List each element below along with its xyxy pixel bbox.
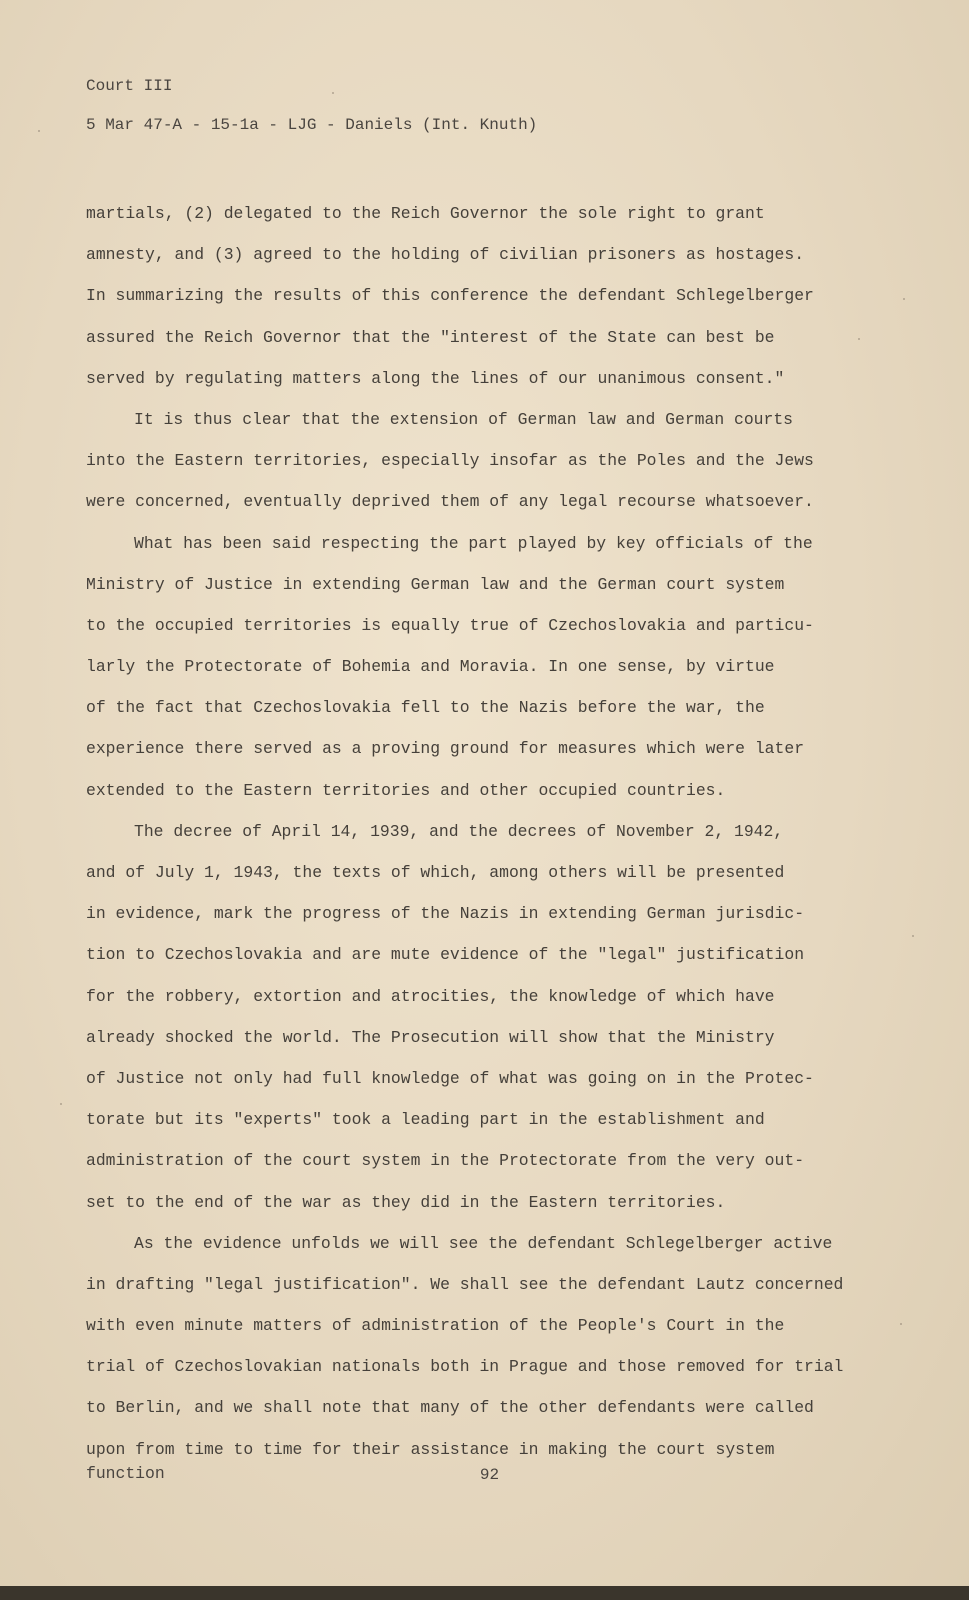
page-number: 92 bbox=[479, 1466, 500, 1484]
body-line: amnesty, and (3) agreed to the holding of civilian prisoners as hostages. bbox=[86, 245, 805, 265]
paper-speck bbox=[903, 298, 905, 300]
paper-speck bbox=[38, 130, 40, 132]
last-line: function bbox=[86, 1464, 165, 1483]
document-header bbox=[86, 76, 537, 135]
body-line: of the fact that Czechoslovakia fell to the Nazis before the war, the bbox=[86, 698, 765, 718]
body-line: extended to the Eastern territories and other occupied countries. bbox=[86, 780, 726, 800]
body-line: into the Eastern territories, especially insofar as the Poles and the Jews bbox=[86, 451, 814, 471]
paper-speck bbox=[60, 1103, 62, 1105]
body-line: to the occupied territories is equally true of Czechoslovakia and particu- bbox=[86, 615, 814, 635]
body-line: What has been said respecting the part played by key officials of the bbox=[134, 533, 813, 553]
body-line: tion to Czechoslovakia and are mute evidence of the "legal" justification bbox=[86, 945, 805, 965]
body-line: of Justice not only had full knowledge of what was going on in the Protec- bbox=[86, 1068, 814, 1088]
paper-speck bbox=[912, 935, 914, 937]
body-line: upon from time to time for their assistance in making the court system bbox=[86, 1439, 775, 1459]
body-line: administration of the court system in the Protectorate from the very out- bbox=[86, 1151, 805, 1171]
body-line: set to the end of the war as they did in the Eastern territories. bbox=[86, 1192, 726, 1212]
body-line: martials, (2) delegated to the Reich Governor the sole right to grant bbox=[86, 204, 765, 223]
body-line: It is thus clear that the extension of German law and German courts bbox=[134, 409, 794, 429]
body-line: were concerned, eventually deprived them of any legal recourse whatsoever. bbox=[86, 492, 814, 512]
body-line: Ministry of Justice in extending German law and the German court system bbox=[86, 574, 785, 594]
court-label: Court III bbox=[86, 77, 173, 95]
body-line: In summarizing the results of this conference the defendant Schlegelberger bbox=[86, 286, 814, 306]
body-line: As the evidence unfolds we will see the defendant Schlegelberger active bbox=[134, 1233, 833, 1253]
body-line: in drafting "legal justification". We shall see the defendant Lautz concerned bbox=[86, 1274, 844, 1294]
body-text bbox=[86, 201, 886, 1478]
body-line: with even minute matters of administration of the People's Court in the bbox=[86, 1316, 785, 1336]
body-line: torate but its "experts" took a leading part in the establishment and bbox=[86, 1110, 765, 1130]
body-line: for the robbery, extortion and atrocities, the knowledge of which have bbox=[86, 986, 775, 1006]
body-line: in evidence, mark the progress of the Nazis in extending German jurisdic- bbox=[86, 904, 805, 924]
body-line: experience there served as a proving ground for measures which were later bbox=[86, 739, 805, 759]
body-line: The decree of April 14, 1939, and the decrees of November 2, 1942, bbox=[134, 821, 784, 841]
body-line: and of July 1, 1943, the texts of which, among others will be presented bbox=[86, 863, 785, 882]
body-line: assured the Reich Governor that the "interest of the State can best be bbox=[86, 327, 775, 347]
body-line: to Berlin, and we shall note that many of the other defendants were called bbox=[86, 1398, 814, 1418]
scan-bottom-edge bbox=[0, 1586, 969, 1600]
body-line: larly the Protectorate of Bohemia and Moravia. In one sense, by virtue bbox=[86, 657, 775, 677]
paper-speck bbox=[900, 1323, 902, 1325]
paper-speck bbox=[332, 92, 334, 94]
body-line: already shocked the world. The Prosecution will show that the Ministry bbox=[86, 1027, 775, 1047]
body-line: served by regulating matters along the lines of our unanimous consent." bbox=[86, 368, 785, 388]
session-line: 5 Mar 47-A - 15-1a - LJG - Daniels (Int. Knuth) bbox=[86, 116, 538, 134]
body-line: trial of Czechoslovakian nationals both in Prague and those removed for trial bbox=[86, 1357, 844, 1377]
paper-speck bbox=[858, 338, 860, 340]
